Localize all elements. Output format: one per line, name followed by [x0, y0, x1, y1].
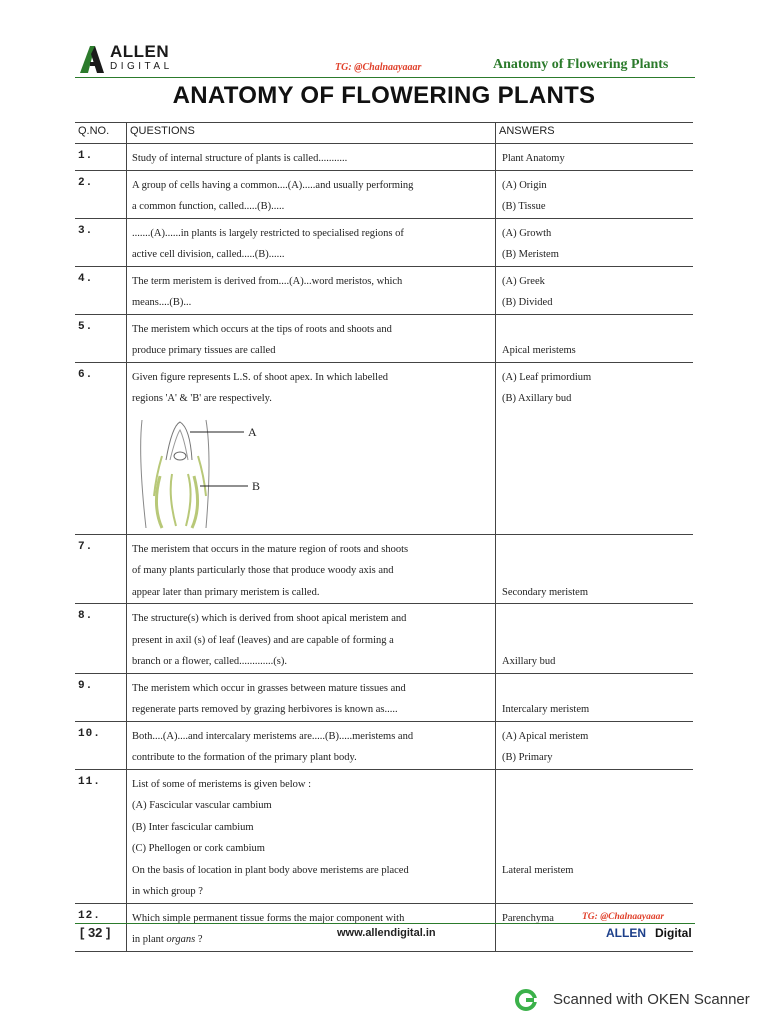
- question-line: means....(B)...: [132, 297, 192, 308]
- question-number: 1.: [75, 144, 127, 171]
- answer-cell: [496, 218, 694, 266]
- question-line: regenerate parts removed by grazing herbivores is known as.....: [132, 704, 398, 715]
- header-questions: QUESTIONS: [127, 123, 496, 144]
- question-line: in which group ?: [132, 886, 203, 897]
- table-row: [75, 218, 693, 266]
- figure-label: B: [252, 478, 261, 493]
- footer-divider: [75, 923, 695, 924]
- answer-cell: [496, 721, 694, 769]
- question-number: 10.: [75, 721, 127, 769]
- question-line: List of some of meristems is given below :: [132, 778, 312, 790]
- answer-cell: [496, 673, 694, 721]
- question-line: Given figure represents L.S. of shoot apex. In which labelled: [132, 371, 389, 383]
- answer-line: Axillary bud: [502, 656, 556, 667]
- answer-cell: [496, 362, 694, 534]
- question-line: The structure(s) which is derived from shoot apical meristem and: [132, 613, 407, 624]
- question-number: 7.: [75, 534, 127, 604]
- question-cell: [127, 266, 496, 314]
- shoot-apex-diagram: [132, 416, 272, 534]
- question-cell: [127, 604, 496, 674]
- question-cell: [127, 769, 496, 903]
- answer-line: (B) Tissue: [502, 201, 546, 212]
- question-cell: [127, 170, 496, 218]
- logo-text: ALLEN: [110, 42, 170, 61]
- question-cell: [127, 314, 496, 362]
- table-row: [75, 314, 693, 362]
- answer-line: (B) Primary: [502, 752, 553, 763]
- question-line: produce primary tissues are called: [132, 345, 276, 356]
- diagram-stroke: [156, 476, 162, 528]
- answer-line: (A) Origin: [502, 179, 547, 191]
- question-cell: [127, 673, 496, 721]
- page-number: [ 32 ]: [80, 925, 111, 940]
- answer-line: Plant Anatomy: [502, 153, 565, 164]
- diagram-stroke: [206, 420, 209, 528]
- question-line: branch or a flower, called.............(s).: [132, 656, 287, 667]
- answer-line: (A) Apical meristem: [502, 730, 589, 742]
- question-cell: [127, 721, 496, 769]
- question-line: contribute to the formation of the primary plant body.: [132, 752, 357, 763]
- question-line: The meristem which occurs at the tips of roots and shoots and: [132, 323, 392, 335]
- header-qno: Q.NO.: [75, 123, 127, 144]
- oken-scanner-icon: [515, 989, 537, 1011]
- question-number: 3.: [75, 218, 127, 266]
- question-cell: [127, 144, 496, 171]
- question-line: Which simple permanent tissue forms the major component with: [132, 912, 405, 924]
- answer-line: (B) Axillary bud: [502, 393, 572, 404]
- running-title: Anatomy of Flowering Plants: [493, 57, 669, 72]
- answer-line: [502, 678, 689, 700]
- question-number: 9.: [75, 673, 127, 721]
- answer-line: [502, 795, 689, 817]
- table-header-row: [75, 123, 693, 144]
- question-line: appear later than primary meristem is called.: [132, 586, 320, 598]
- question-line: The meristem which occur in grasses between mature tissues and: [132, 682, 406, 694]
- diagram-stroke: [186, 474, 191, 526]
- answer-line: Secondary meristem: [502, 586, 589, 598]
- table-row: [75, 673, 693, 721]
- answer-line: (B) Divided: [502, 297, 553, 308]
- question-line: On the basis of location in plant body above meristems are placed: [132, 864, 409, 876]
- question-line: of many plants particularly those that produce woody axis and: [132, 565, 394, 576]
- telegram-tag-bottom: TG: @Chalnaayaaar: [582, 912, 665, 922]
- question-line: (B) Inter fascicular cambium: [132, 821, 254, 833]
- answer-line: (A) Greek: [502, 275, 545, 287]
- answer-line: [502, 560, 689, 582]
- answer-cell: [496, 266, 694, 314]
- diagram-stroke: [171, 474, 176, 526]
- logo-subtext: DIGITAL: [110, 61, 173, 72]
- table-row: [75, 721, 693, 769]
- question-number: 6.: [75, 362, 127, 534]
- answer-line: [502, 817, 689, 839]
- answer-cell: [496, 534, 694, 604]
- question-line: (C) Phellogen or cork cambium: [132, 843, 265, 854]
- question-cell: [127, 362, 496, 534]
- question-line: Study of internal structure of plants is called...........: [132, 153, 348, 164]
- question-number: 12.: [75, 903, 127, 951]
- answer-line: (A) Leaf primordium: [502, 371, 592, 383]
- question-line: (A) Fascicular vascular cambium: [132, 800, 272, 811]
- answer-cell: [496, 144, 694, 171]
- answer-line: Lateral meristem: [502, 864, 574, 876]
- answer-line: Apical meristems: [502, 345, 576, 356]
- diagram-stroke: [170, 430, 188, 460]
- header-answers: ANSWERS: [496, 123, 694, 144]
- question-line: present in axil (s) of leaf (leaves) and are capable of forming a: [132, 634, 394, 646]
- question-number: 8.: [75, 604, 127, 674]
- diagram-stroke: [198, 456, 206, 496]
- footer-brand-digital: Digital: [655, 926, 692, 940]
- question-line: a common function, called.....(B).....: [132, 201, 285, 212]
- answer-line: (B) Meristem: [502, 249, 559, 260]
- question-line: in plant organs ?: [132, 934, 203, 945]
- table-row: [75, 144, 693, 171]
- footer-brand-allen: ALLEN: [606, 926, 646, 940]
- question-line: regions 'A' & 'B' are respectively.: [132, 393, 272, 404]
- table-row: [75, 266, 693, 314]
- header-divider: [75, 77, 695, 78]
- answer-line: [502, 881, 689, 903]
- table-row: [75, 170, 693, 218]
- question-number: 11.: [75, 769, 127, 903]
- answer-line: [502, 608, 689, 630]
- answer-line: [502, 319, 689, 341]
- answer-line: Intercalary meristem: [502, 704, 590, 715]
- apical-dome: [174, 452, 186, 460]
- answer-cell: [496, 769, 694, 903]
- question-cell: [127, 903, 496, 951]
- answer-cell: [496, 170, 694, 218]
- table-row: [75, 362, 693, 534]
- answer-cell: [496, 314, 694, 362]
- figure-label: A: [248, 424, 257, 439]
- answer-line: [502, 838, 689, 860]
- table-row: [75, 604, 693, 674]
- table-row: [75, 534, 693, 604]
- answer-line: Parenchyma: [502, 912, 554, 924]
- question-number: 5.: [75, 314, 127, 362]
- question-line: active cell division, called.....(B)......: [132, 249, 285, 260]
- question-line: Both....(A)....and intercalary meristems are.....(B).....meristems and: [132, 730, 414, 742]
- answer-line: [502, 539, 689, 561]
- question-number: 4.: [75, 266, 127, 314]
- emphasis-organs: organs: [166, 934, 196, 945]
- question-line: The term meristem is derived from....(A)...word meristos, which: [132, 275, 403, 287]
- question-cell: [127, 534, 496, 604]
- qa-table: [75, 122, 693, 952]
- question-line: A group of cells having a common....(A).....and usually performing: [132, 179, 414, 191]
- answer-line: [502, 630, 689, 652]
- table-body: [75, 144, 693, 952]
- question-number: 2.: [75, 170, 127, 218]
- telegram-tag-top: TG: @Chalnaayaaar: [335, 62, 422, 73]
- page-title: ANATOMY OF FLOWERING PLANTS: [172, 82, 596, 109]
- question-cell: [127, 218, 496, 266]
- question-line: The meristem that occurs in the mature region of roots and shoots: [132, 543, 409, 555]
- allen-logo-icon: [78, 44, 108, 74]
- answer-cell: [496, 604, 694, 674]
- diagram-stroke: [141, 420, 146, 528]
- website-link: www.allendigital.in: [337, 927, 436, 939]
- answer-line: (A) Growth: [502, 227, 552, 239]
- scanner-watermark-text: Scanned with OKEN Scanner: [553, 991, 750, 1008]
- diagram-stroke: [192, 476, 198, 528]
- table-row: [75, 769, 693, 903]
- question-line: .......(A)......in plants is largely restricted to specialised regions of: [132, 227, 404, 239]
- diagram-stroke: [166, 422, 192, 460]
- answer-line: [502, 774, 689, 796]
